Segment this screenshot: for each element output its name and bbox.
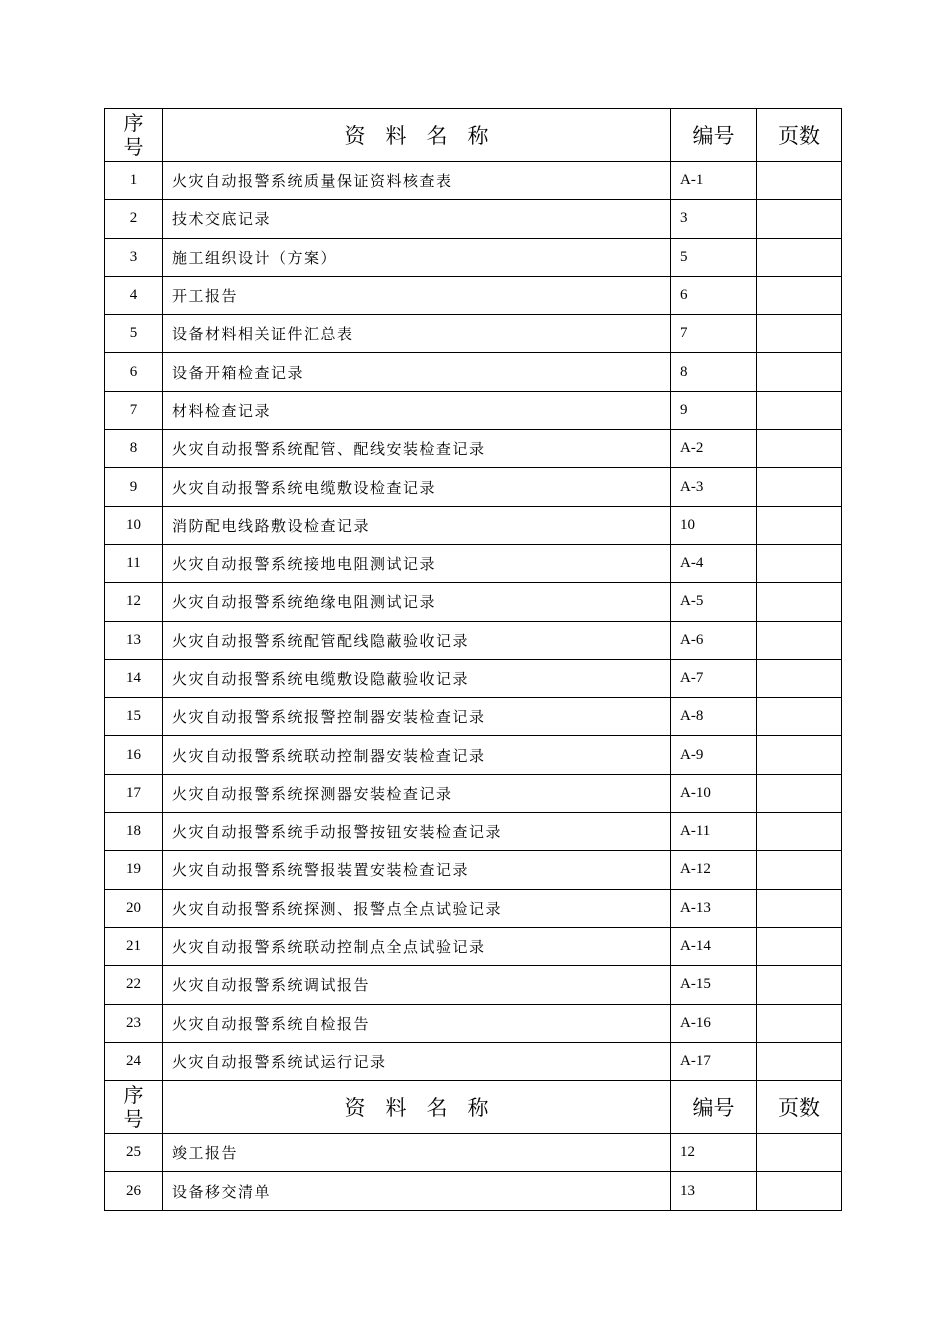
row-name: 施工组织设计（方案） [163,238,671,276]
row-pages [757,736,842,774]
row-code: 5 [671,238,757,276]
row-name: 技术交底记录 [163,200,671,238]
row-name: 火灾自动报警系统探测、报警点全点试验记录 [163,889,671,927]
table-row [105,927,842,965]
header-seq [105,1081,163,1134]
header-seq-bottom: 号 [123,1107,144,1132]
row-code: 13 [671,1172,757,1210]
row-name: 设备材料相关证件汇总表 [163,315,671,353]
row-code: 3 [671,200,757,238]
table-row [105,315,842,353]
row-pages [757,315,842,353]
row-code: A-7 [671,659,757,697]
row-code: A-14 [671,927,757,965]
row-code: A-17 [671,1042,757,1080]
table-row [105,659,842,697]
row-seq: 1 [105,162,163,200]
row-seq: 9 [105,468,163,506]
row-pages [757,391,842,429]
row-seq: 5 [105,315,163,353]
row-pages [757,813,842,851]
row-pages [757,966,842,1004]
row-seq: 13 [105,621,163,659]
row-code: 12 [671,1134,757,1172]
table-row [105,889,842,927]
row-name: 开工报告 [163,276,671,314]
row-name: 火灾自动报警系统试运行记录 [163,1042,671,1080]
row-code: 10 [671,506,757,544]
row-name: 设备移交清单 [163,1172,671,1210]
row-name: 消防配电线路敷设检查记录 [163,506,671,544]
table-row [105,583,842,621]
row-name: 火灾自动报警系统配管、配线安装检查记录 [163,430,671,468]
row-name: 火灾自动报警系统电缆敷设检查记录 [163,468,671,506]
row-seq: 20 [105,889,163,927]
row-code: A-1 [671,162,757,200]
row-pages [757,659,842,697]
row-pages [757,774,842,812]
row-seq: 25 [105,1134,163,1172]
row-pages [757,162,842,200]
header-row [105,109,842,162]
row-code: A-11 [671,813,757,851]
row-seq: 22 [105,966,163,1004]
table-row [105,506,842,544]
row-name: 火灾自动报警系统联动控制点全点试验记录 [163,927,671,965]
table-row [105,774,842,812]
row-code: 9 [671,391,757,429]
table-row [105,353,842,391]
table-row [105,698,842,736]
row-seq: 18 [105,813,163,851]
row-pages [757,276,842,314]
row-pages [757,1004,842,1042]
row-code: A-15 [671,966,757,1004]
table-row [105,468,842,506]
table-body [105,109,842,1211]
table-row [105,1042,842,1080]
header-pages: 页数 [757,109,842,162]
row-name: 火灾自动报警系统自检报告 [163,1004,671,1042]
row-seq: 21 [105,927,163,965]
row-seq: 7 [105,391,163,429]
table-row [105,1004,842,1042]
row-name: 竣工报告 [163,1134,671,1172]
row-seq: 15 [105,698,163,736]
row-seq: 24 [105,1042,163,1080]
row-name: 火灾自动报警系统调试报告 [163,966,671,1004]
row-seq: 6 [105,353,163,391]
row-pages [757,583,842,621]
table-row [105,544,842,582]
row-code: A-10 [671,774,757,812]
row-seq: 11 [105,544,163,582]
row-pages [757,544,842,582]
row-pages [757,200,842,238]
row-seq: 17 [105,774,163,812]
row-name: 火灾自动报警系统探测器安装检查记录 [163,774,671,812]
table-row [105,200,842,238]
header-code: 编号 [671,1081,757,1134]
header-row-repeat [105,1081,842,1134]
table-row [105,851,842,889]
header-seq [105,109,163,162]
table-row [105,1172,842,1210]
row-pages [757,889,842,927]
table-row [105,430,842,468]
table-row [105,276,842,314]
row-seq: 26 [105,1172,163,1210]
row-pages [757,353,842,391]
row-name: 火灾自动报警系统警报装置安装检查记录 [163,851,671,889]
row-name: 火灾自动报警系统电缆敷设隐蔽验收记录 [163,659,671,697]
row-seq: 8 [105,430,163,468]
row-pages [757,238,842,276]
row-pages [757,468,842,506]
row-seq: 3 [105,238,163,276]
row-code: A-4 [671,544,757,582]
row-seq: 23 [105,1004,163,1042]
row-name: 火灾自动报警系统配管配线隐蔽验收记录 [163,621,671,659]
row-pages [757,506,842,544]
row-name: 火灾自动报警系统质量保证资料核查表 [163,162,671,200]
document-index-table [104,108,842,1211]
row-pages [757,430,842,468]
row-seq: 14 [105,659,163,697]
row-code: 7 [671,315,757,353]
row-name: 火灾自动报警系统联动控制器安装检查记录 [163,736,671,774]
header-code: 编号 [671,109,757,162]
header-seq-bottom: 号 [123,135,144,159]
row-code: 8 [671,353,757,391]
table-row [105,966,842,1004]
row-code: A-16 [671,1004,757,1042]
row-pages [757,1172,842,1210]
header-name: 资料名称 [163,1081,671,1134]
row-code: A-5 [671,583,757,621]
row-name: 火灾自动报警系统接地电阻测试记录 [163,544,671,582]
row-seq: 19 [105,851,163,889]
table-row [105,391,842,429]
row-name: 材料检查记录 [163,391,671,429]
row-pages [757,927,842,965]
header-pages: 页数 [757,1081,842,1134]
row-name: 火灾自动报警系统报警控制器安装检查记录 [163,698,671,736]
header-seq-top: 序 [123,1083,144,1108]
table-row [105,162,842,200]
table-row [105,736,842,774]
row-code: A-3 [671,468,757,506]
row-seq: 10 [105,506,163,544]
table-row [105,1134,842,1172]
row-name: 火灾自动报警系统手动报警按钮安装检查记录 [163,813,671,851]
row-seq: 4 [105,276,163,314]
row-pages [757,851,842,889]
row-pages [757,698,842,736]
row-code: A-6 [671,621,757,659]
row-seq: 2 [105,200,163,238]
row-code: A-8 [671,698,757,736]
row-name: 设备开箱检查记录 [163,353,671,391]
row-pages [757,1134,842,1172]
table-row [105,238,842,276]
row-pages [757,621,842,659]
row-code: 6 [671,276,757,314]
row-code: A-9 [671,736,757,774]
row-seq: 12 [105,583,163,621]
table-row [105,621,842,659]
header-name: 资料名称 [163,109,671,162]
row-code: A-12 [671,851,757,889]
row-seq: 16 [105,736,163,774]
row-pages [757,1042,842,1080]
row-code: A-13 [671,889,757,927]
header-seq-top: 序 [123,111,144,135]
row-code: A-2 [671,430,757,468]
row-name: 火灾自动报警系统绝缘电阻测试记录 [163,583,671,621]
table-row [105,813,842,851]
